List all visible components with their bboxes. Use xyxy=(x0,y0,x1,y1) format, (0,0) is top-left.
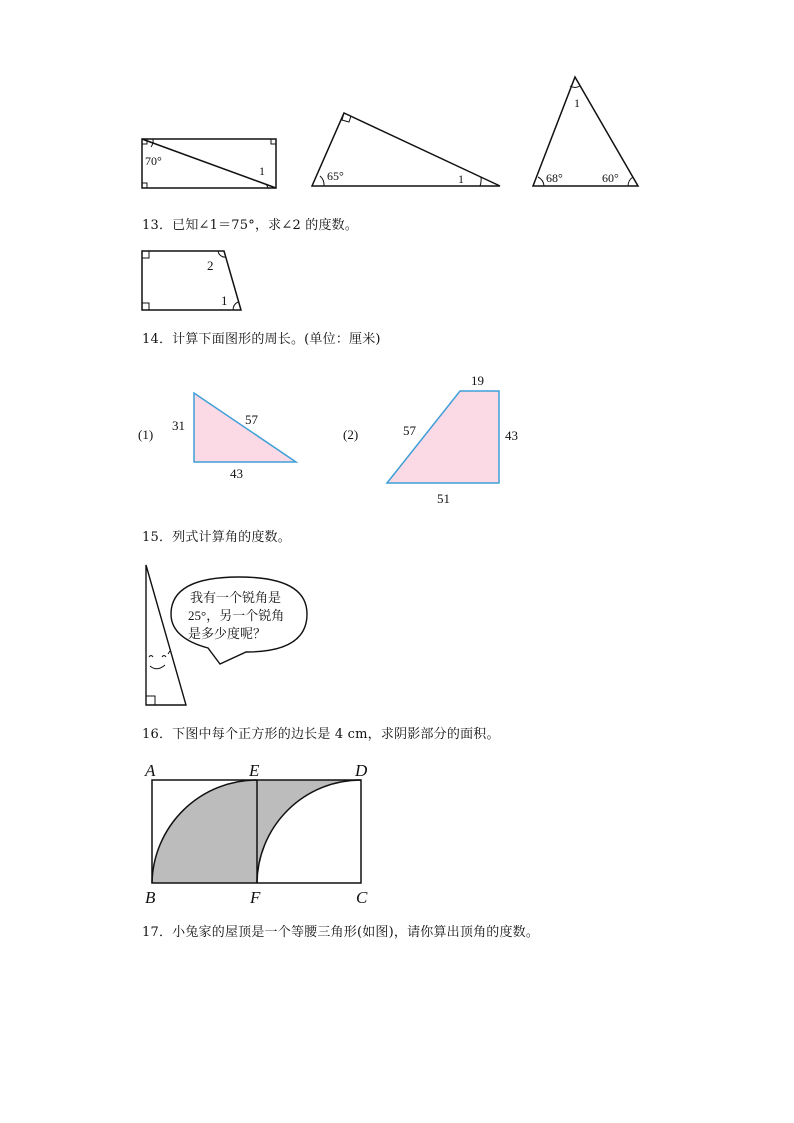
question-13: 13．已知∠1＝75°，求∠2 的度数。 xyxy=(142,218,359,233)
question-16: 16．下图中每个正方形的边长是 4 cm，求阴影部分的面积。 xyxy=(142,727,500,742)
point-E-label: E xyxy=(249,761,260,780)
rectangle-with-diagonal xyxy=(142,139,276,188)
question-17: 17．小兔家的屋顶是一个等腰三角形(如图)，请你算出顶角的度数。 xyxy=(142,925,540,940)
point-F-label: F xyxy=(250,888,261,907)
q14-fig1-hyp-length: 57 xyxy=(245,412,258,427)
q14-fig1-tag: (1) xyxy=(138,427,154,442)
question-14: 14．计算下面图形的周长。(单位：厘米) xyxy=(142,332,381,347)
q14-fig2-slant-length: 57 xyxy=(403,423,416,438)
q14-fig2-top-length: 19 xyxy=(471,373,484,388)
acute-tri-60-label: 60° xyxy=(602,171,619,185)
acute-triangle xyxy=(533,77,638,186)
acute-tri-68-label: 68° xyxy=(546,171,563,185)
q14-fig1-bottom-length: 43 xyxy=(230,466,243,481)
q14-right-triangle xyxy=(194,393,296,462)
right-tri-angle-65-label: 65° xyxy=(327,169,344,183)
q14-fig2-tag: (2) xyxy=(343,427,359,442)
bubble-line-2: 25°，另一个锐角 xyxy=(188,608,285,623)
question-15: 15．列式计算角的度数。 xyxy=(142,530,291,545)
acute-tri-apex-label: 1 xyxy=(574,96,580,110)
right-tri-angle-1-label: 1 xyxy=(458,172,464,186)
shaded-region-right xyxy=(257,780,361,883)
point-A-label: A xyxy=(145,761,156,780)
bubble-line-3: 是多少度呢？ xyxy=(188,626,267,641)
q13-angle-2-label: 2 xyxy=(207,258,214,273)
shaded-quarter-circle-left xyxy=(152,780,257,883)
q14-fig2-right-length: 43 xyxy=(505,428,518,443)
q13-angle-1-label: 1 xyxy=(221,293,228,308)
point-C-label: C xyxy=(356,888,368,907)
q14-fig2-bottom-length: 51 xyxy=(437,491,450,506)
bubble-line-1: 我有一个锐角是 xyxy=(190,590,282,605)
point-D-label: D xyxy=(355,761,368,780)
rect-angle-70-label: 70° xyxy=(145,154,162,168)
q14-fig1-left-length: 31 xyxy=(172,418,185,433)
rect-angle-1-label: 1 xyxy=(259,164,265,178)
point-B-label: B xyxy=(145,888,156,907)
